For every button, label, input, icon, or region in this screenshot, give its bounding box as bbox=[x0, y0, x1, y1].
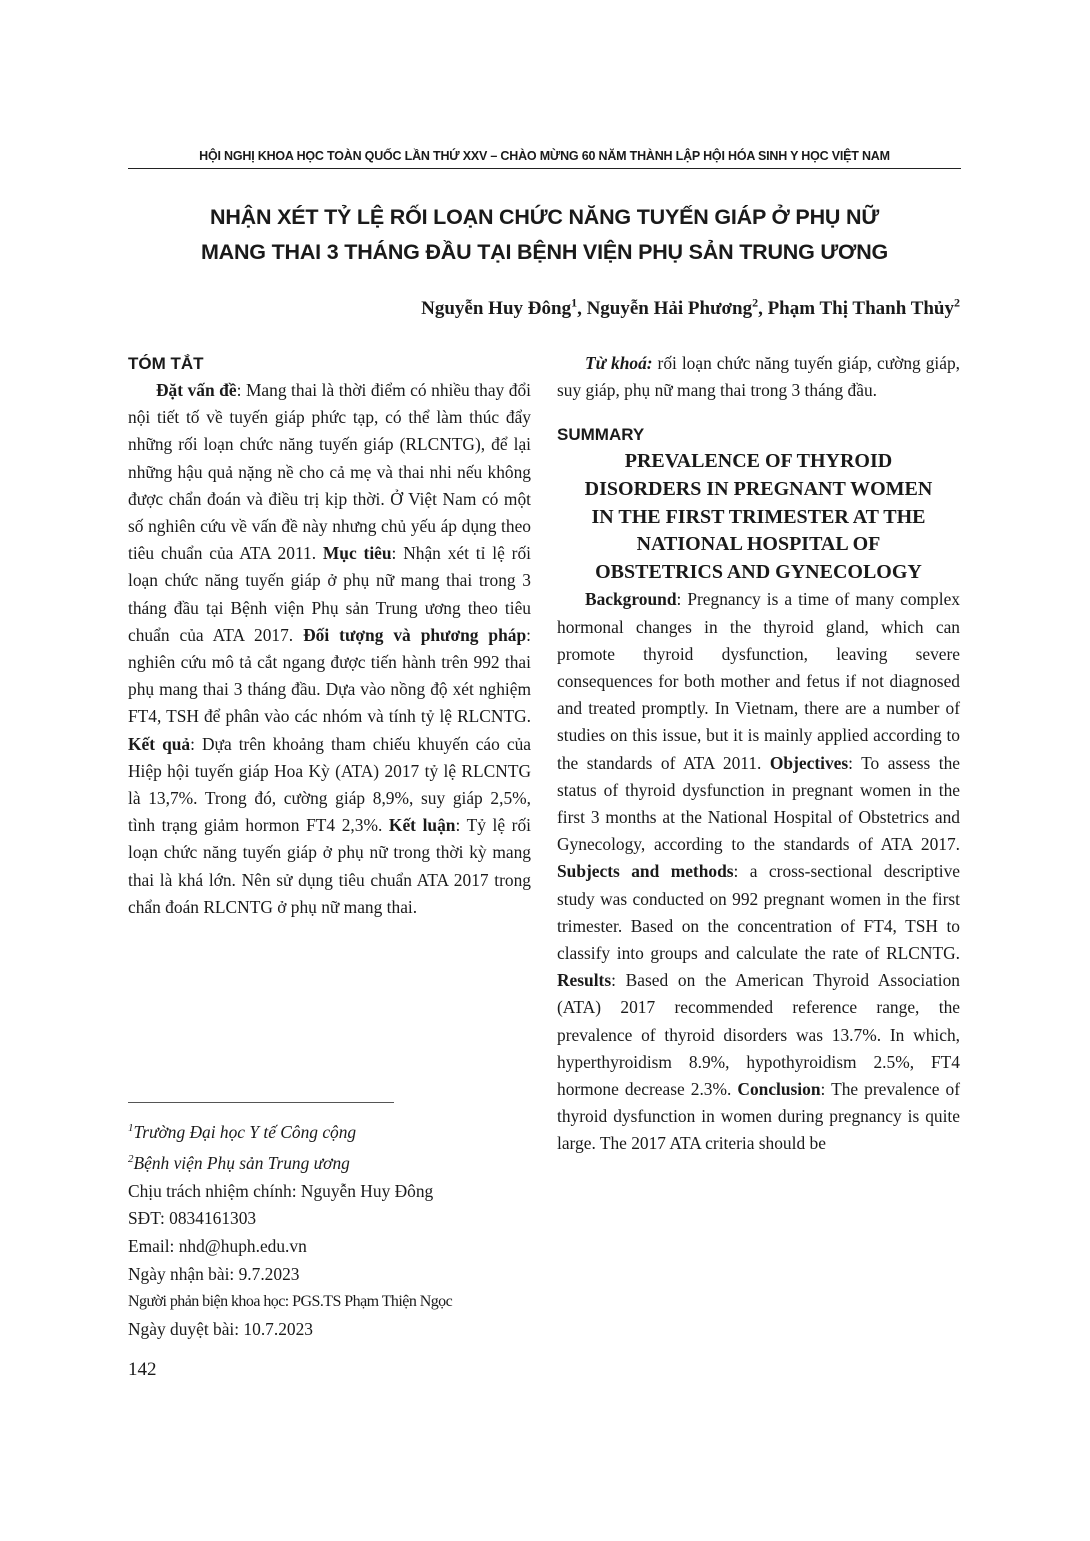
affiliation-2: $^2$Bệnh viện Phụ sản Trung ương bbox=[128, 1153, 350, 1174]
keywords: Từ khoá: rối loạn chức năng tuyến giáp, cường giáp, suy giáp, phụ nữ mang thai trong 3 tháng đầu. bbox=[557, 353, 960, 401]
author-3: Phạm Thị Thanh Thủy$^2$ bbox=[767, 296, 960, 320]
summary-title-line-3: IN THE FIRST TRIMESTER AT THE bbox=[591, 505, 926, 528]
received-date: Ngày nhận bài: 9.7.2023 bbox=[128, 1263, 300, 1284]
footnotes bbox=[128, 1115, 548, 1343]
reviewer: Người phản biện khoa học: PGS.TS Phạm Thiện Ngọc bbox=[128, 1293, 453, 1311]
abstract-vi-heading: TÓM TẮT bbox=[128, 354, 204, 373]
left-column bbox=[128, 350, 531, 921]
phone: SĐT: 0834161303 bbox=[128, 1208, 257, 1229]
summary-title-line-5: OBSTETRICS AND GYNECOLOGY bbox=[595, 560, 922, 583]
summary-title bbox=[557, 448, 960, 586]
summary-title-line-2: DISORDERS IN PREGNANT WOMEN bbox=[584, 478, 933, 500]
title-line-2: MANG THAI 3 THÁNG ĐẦU TẠI BỆNH VIỆN PHỤ SẢN TRUNG ƯƠNG bbox=[200, 240, 889, 264]
header-rule bbox=[128, 168, 961, 169]
title-line-1: NHẬN XÉT TỶ LỆ RỐI LOẠN CHỨC NĂNG TUYẾN GIÁP Ở PHỤ NỮ bbox=[210, 205, 879, 229]
paper-title bbox=[128, 200, 961, 270]
email: Email: nhd@huph.edu.vn bbox=[128, 1235, 307, 1256]
running-header: HỘI NGHỊ KHOA HỌC TOÀN QUỐC LẦN THỨ XXV – CHÀO MỪNG 60 NĂM THÀNH LẬP HỘI HÓA SINH Y HỌC VIỆT NAM bbox=[199, 149, 890, 163]
right-column bbox=[557, 350, 960, 1158]
author-2: Nguyễn Hải Phương$^2$ bbox=[586, 296, 759, 320]
abstract-vi-text: Đặt vấn đề: Mang thai là thời điểm có nhiều thay đổi nội tiết tố về tuyến giáp phức tạp, có thể làm thúc đẩy những rối loạn chức năng tuyến giáp (RLCNTG), để lại những hậu quả nặng nề cho cả mẹ và thai nhi nếu không được chẩn đoán và điều trị kịp thời. Ở Việt Nam có một số nghiên cứu về vấn đề này nhưng chủ yếu áp dụng theo tiêu chuẩn của ATA 2011. Mục tiêu: Nhận xét tỉ lệ rối loạn chức năng tuyến giáp ở phụ nữ mang thai trong 3 tháng đầu tại Bệnh viện Phụ sản Trung ương theo tiêu chuẩn của ATA 2017. Đối tượng và phương pháp: nghiên cứu mô tả cắt ngang được tiến hành trên 992 thai phụ mang thai 3 tháng đầu. Dựa vào nồng độ xét nghiệm FT4, TSH để phân vào các nhóm và tính tỷ lệ RLCNTG. Kết quả: Dựa trên khoảng tham chiếu khuyến cáo của Hiệp hội tuyến giáp Hoa Kỳ (ATA) 2017 tỷ lệ RLCNTG là 13,7%. Trong đó, cường giáp 8,9%, suy giáp 2,5%, tình trạng giảm hormon FT4 2,3%. Kết luận: Tỷ lệ rối loạn chức năng tuyến giáp ở phụ nữ trong thời kỳ mang thai là khá lớn. Nên sử dụng tiêu chuẩn ATA 2017 trong chẩn đoán RLCNTG ở phụ nữ mang thai. bbox=[128, 380, 532, 917]
summary-heading: SUMMARY bbox=[557, 425, 645, 445]
summary-text: Background: Pregnancy is a time of many complex hormonal changes in the thyroid gland, which can promote thyroid dysfunction, leaving severe consequences for both mother and fetus if not diagnosed and treated promptly. In Vietnam, there are a number of studies on this issue, but it is mainly applied according to the standards of ATA 2011. Objectives: To assess the status of thyroid dysfunction in pregnant women in the first 3 months at the National Hospital of Obstetrics and Gynecology, according to the standards of ATA 2017. Subjects and methods: a cross-sectional descriptive study was conducted on 992 pregnant women in the first trimester. Based on the concentration of FT4, TSH to classify into groups and calculate the rate of RLCNTG. Results: Based on the American Thyroid Association (ATA) 2017 recommended reference range, the prevalence of thyroid disorders was 13.7%. In which, hyperthyroidism 8.9%, hypothyroidism 2.5%, FT4 hormone decrease 2.3%. Conclusion: The prevalence of thyroid dysfunction in women during pregnancy is quite large. The 2017 ATA criteria should be bbox=[557, 589, 961, 1154]
author-list: Nguyễn Huy Đông$^1$, Nguyễn Hải Phương$^2$, Phạm Thị Thanh Thủy$^2$ bbox=[421, 296, 960, 320]
affiliation-1: $^1$Trường Đại học Y tế Công cộng bbox=[128, 1121, 357, 1142]
summary-title-line-1: PREVALENCE OF THYROID bbox=[624, 450, 893, 473]
footnote-rule bbox=[128, 1102, 394, 1103]
author-1: Nguyễn Huy Đông$^1$ bbox=[421, 296, 578, 320]
summary-title-line-4: NATIONAL HOSPITAL OF bbox=[636, 533, 881, 556]
corresponding-author: Chịu trách nhiệm chính: Nguyễn Huy Đông bbox=[128, 1180, 434, 1201]
accepted-date: Ngày duyệt bài: 10.7.2023 bbox=[128, 1318, 313, 1339]
page-number: 142 bbox=[128, 1359, 157, 1380]
